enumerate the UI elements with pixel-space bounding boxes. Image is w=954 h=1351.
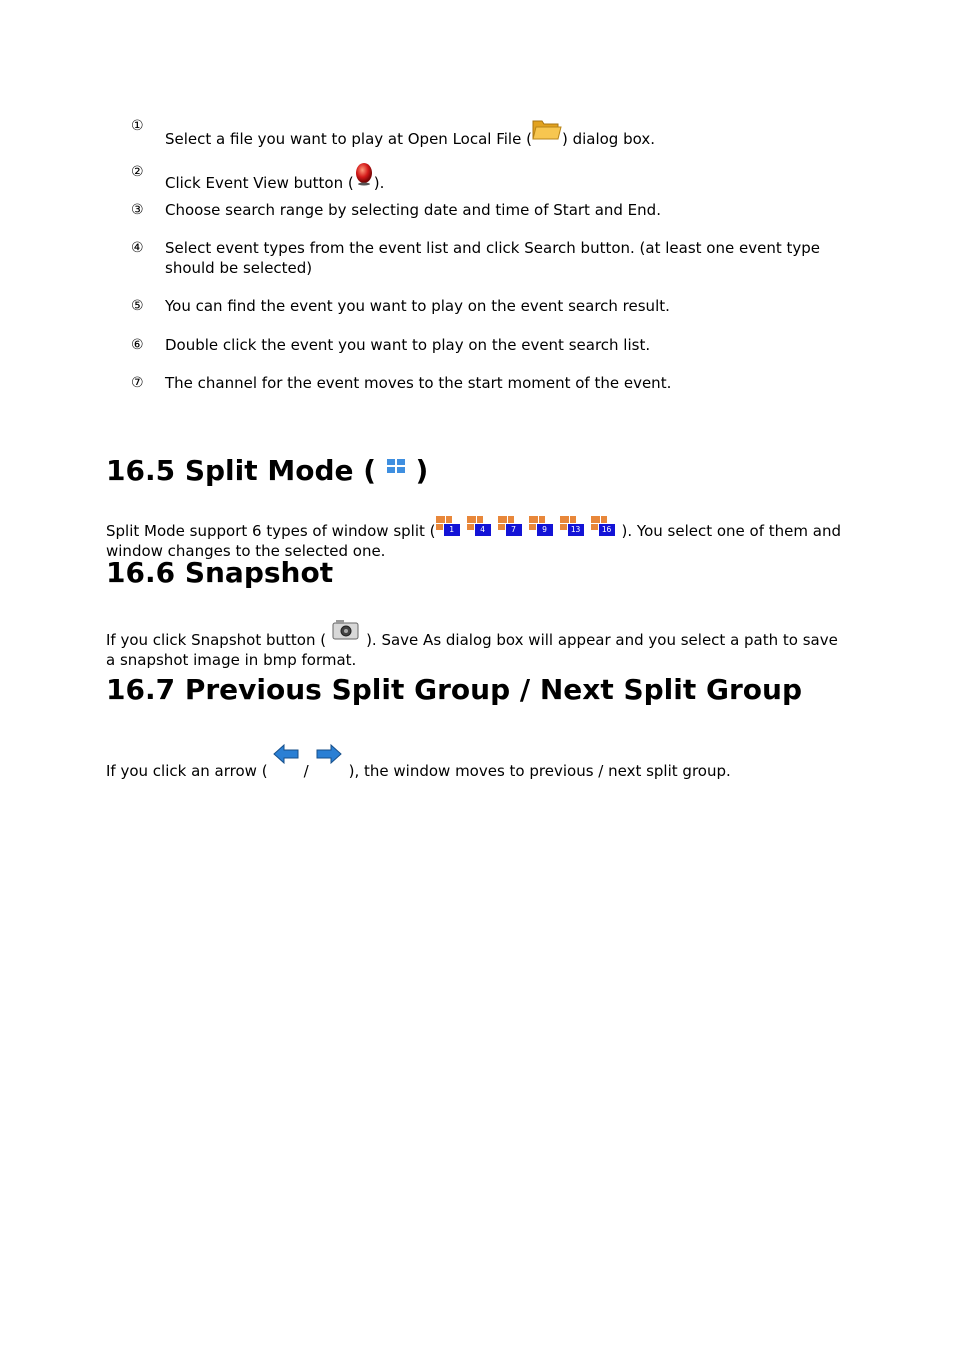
step-text: Select a file you want to play at Open Local File ( xyxy=(165,130,532,148)
step-text: Select event types from the event list and click Search button. (at least one event type should be selected) xyxy=(165,239,820,277)
step-text: Choose search range by selecting date and time of Start and End. xyxy=(165,201,661,219)
split-type-13-icon[interactable]: 13 xyxy=(560,516,586,538)
step-number: ① xyxy=(131,118,144,134)
step-text: ). xyxy=(373,174,385,192)
snapshot-description: If you click Snapshot button ( ). Save As dialog box will appear and you select a path to save a snapshot image in bmp format. xyxy=(106,619,846,670)
step-text: ) dialog box. xyxy=(561,130,655,148)
step-number: ② xyxy=(131,164,144,180)
split-type-1-icon[interactable]: 1 xyxy=(436,516,462,538)
split-mode-description: Split Mode support 6 types of window split ( 1 4 7 9 13 16 ). You select one of them and window changes to the selected one. xyxy=(106,516,846,561)
section-title-split-group: 16.7 Previous Split Group / Next Split Group xyxy=(106,673,803,706)
split-type-7-icon[interactable]: 7 xyxy=(498,516,524,538)
split-type-16-icon[interactable]: 16 xyxy=(591,516,617,538)
arrow-right-icon[interactable] xyxy=(315,742,343,766)
step-text: You can find the event you want to play on the event search result. xyxy=(165,297,670,315)
folder-icon xyxy=(532,116,562,142)
step-number: ⑥ xyxy=(131,337,144,353)
step-number: ⑦ xyxy=(131,375,144,391)
step-number: ⑤ xyxy=(131,298,144,314)
step-number: ③ xyxy=(131,202,144,218)
camera-icon[interactable] xyxy=(332,619,360,641)
split-group-description: If you click an arrow ( / ), the window moves to previous / next split group. xyxy=(106,742,846,781)
step-text: The channel for the event moves to the start moment of the event. xyxy=(165,374,672,392)
step-number: ④ xyxy=(131,240,144,256)
section-title-snapshot: 16.6 Snapshot xyxy=(106,556,334,589)
arrow-left-icon[interactable] xyxy=(272,742,300,766)
event-view-icon xyxy=(354,162,374,186)
section-title-split-mode: 16.5 Split Mode ( ) xyxy=(106,454,429,487)
split-mode-icon xyxy=(386,456,406,476)
split-type-9-icon[interactable]: 9 xyxy=(529,516,555,538)
split-type-4-icon[interactable]: 4 xyxy=(467,516,493,538)
step-text: Click Event View button ( xyxy=(165,174,354,192)
step-text: Double click the event you want to play on the event search list. xyxy=(165,336,651,354)
